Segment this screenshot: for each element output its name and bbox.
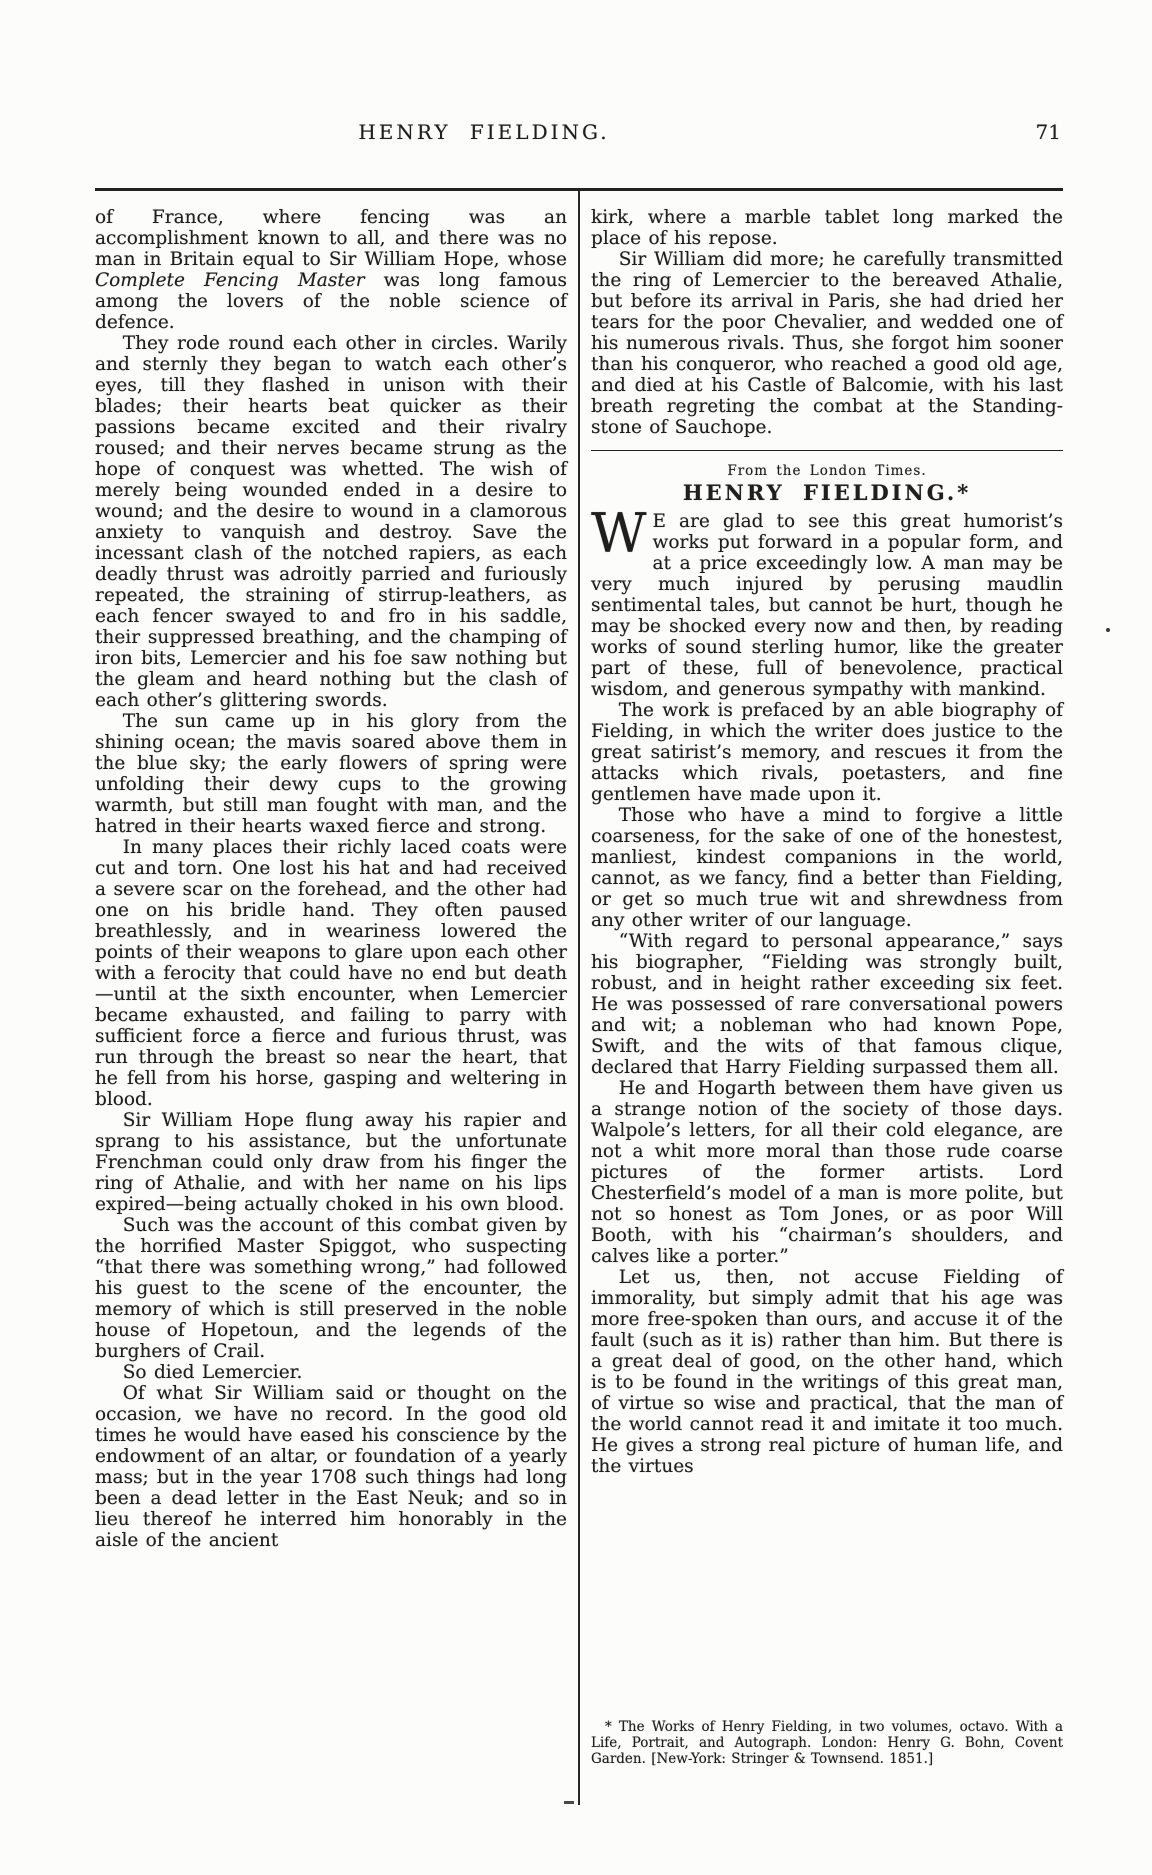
page-content — [95, 120, 1063, 1805]
body-paragraph: In many places their richly laced coats were cut and torn. One lost his hat and had received a severe scar on the forehead, and the other had one on his bridle hand. They often paused breathlessly, and in weariness lowered the points of their weapons to glare upon each other with a ferocity that could have no end but death—until at the sixth encounter, when Lemercier became exhausted, and failing to parry with sufficient force a fierce and furious thrust, was run through the breast so near the heart, that he fell from his horse, gasping and weltering in blood. — [95, 836, 567, 1110]
page-header — [95, 120, 1063, 146]
body-paragraph — [95, 207, 567, 333]
body-paragraph: So died Lemercier. — [122, 1361, 303, 1383]
article-title: HENRY FIELDING.* — [682, 480, 972, 506]
scan-artifact-mark — [564, 1801, 574, 1804]
page-number: 71 — [1035, 120, 1061, 144]
body-paragraph: “With regard to personal appearance,” says his biographer, “Fielding was strongly built, robust, and in height rather exceeding six feet. He was possessed of rare conversational powers and wit; a nobleman who had known Pope, Swift, and the wits of that famous clique, declared that Harry Fielding surpassed them all. — [591, 931, 1063, 1079]
body-paragraph: The work is prefaced by an able biography of Fielding, in which the writer does justice to the great satirist’s memory, and rescues it from the attacks which rivals, poetasters, and fine gentlemen have made upon it. — [591, 700, 1063, 806]
opening-text-post: was long famous among the lovers of the noble science of defence. — [95, 269, 567, 333]
body-paragraph: The sun came up in his glory from the shining ocean; the mavis soared above them in the blue sky; the early flowers of spring were unfolding their dewy cups to the growing warmth, but still man fought with man, and the hatred in their hearts waxed fierce and strong. — [95, 710, 567, 837]
body-paragraph: He and Hogarth between them have given us a strange notion of the society of those days. Walpole’s letters, for all their cold elegance, are not a whit more moral than those rude coarse pictures of the former artists. Lord Chesterfield’s model of a man is more polite, but not so honest as Tom Jones, or as poor Will Booth, with his “chairman’s shoulders, and calves like a porter.” — [591, 1078, 1063, 1268]
body-paragraph: Those who have a mind to forgive a little coarseness, for the sake of one of the honestest, manliest, kindest companions in the world, cannot, as we fancy, find a better than Fielding, or get so much true wit and shrewdness from any other writer of our language. — [591, 805, 1063, 932]
drop-cap-letter: W — [591, 502, 647, 566]
opening-text-pre: of France, where fencing was an accomplishment known to all, and there was no man in Britain equal to Sir William Hope, whose — [95, 206, 567, 270]
running-title: HENRY FIELDING. — [358, 120, 610, 144]
text-columns — [95, 207, 1063, 1805]
scan-artifact-dot — [1106, 628, 1110, 632]
body-paragraph: Such was the account of this combat given by the horrified Master Spiggot, who suspecting “that there was something wrong,” had followed his guest to the scene of the encounter, the memory of which is still preserved in the noble house of Hopetoun, and the legends of the burghers of Crail. — [95, 1214, 567, 1362]
book-title-italic: Complete Fencing Master — [95, 269, 365, 291]
article-footnote: * The Works of Henry Fielding, in two volumes, octavo. With a Life, Portrait, and Autograph. London: Henry G. Bohn, Covent Garden. [New-York: Stringer & Townsend. 1851.] — [591, 1718, 1063, 1767]
article-source-line: From the London Times. — [727, 463, 927, 480]
body-paragraph: Of what Sir William said or thought on the occasion, we have no record. In the good old times he would have eased his conscience by the endowment of an altar, or foundation of a yearly mass; but in the year 1708 such things had long been a dead letter in the East Neuk; and so in lieu thereof he interred him honorably in the aisle of the ancient — [95, 1382, 567, 1551]
right-column — [591, 207, 1063, 1805]
column-gutter — [567, 191, 591, 1805]
body-paragraph: Let us, then, not accuse Fielding of immorality, but simply admit that his age was more free-spoken than ours, and accuse it of the fault (such as it is) rather than him. But there is a great deal of good, on the other hand, which is to be found in the writings of this great man, of virtue so wise and practical, that the man of the world cannot read it and imitate it too much. He gives a strong real picture of human life, and the virtues — [591, 1267, 1063, 1478]
body-paragraph: They rode round each other in circles. Warily and sternly they began to watch each other’s eyes, till they flashed in unison with their blades; their hearts beat quicker as their passions became excited and their rivalry roused; and their nerves became strung as the hope of conquest was whetted. The wish of merely being wounded ended in a desire to wound; and the desire to wound in a clamorous anxiety to vanquish and destroy. Save the incessant clash of the notched rapiers, as each deadly thrust was adroitly parried and furiously repeated, the straining of stirrup-leathers, as each fencer swayed to and fro in his saddle, their suppressed breathing, and the champing of iron bits, Lemercier and his foe saw nothing but the gleam and heard nothing but the clash of each other’s glittering swords. — [95, 332, 567, 711]
article-lead-text: E are glad to see this great humorist’s works put forward in a popular form, and at a price exceedingly low. A man may be very much injured by perusing maudlin sentimental tales, but cannot be hurt, though he may be shocked every now and then, by reading works of sound sterling humor, like the greater part of these, full of benevolence, practical wisdom, and generous sympathy with mankind. — [591, 511, 1063, 701]
section-rule — [591, 450, 1063, 452]
body-paragraph: kirk, where a marble tablet long marked the place of his repose. — [591, 206, 1063, 249]
article-lead-paragraph — [591, 502, 1063, 701]
column-divider-rule — [578, 191, 580, 1805]
left-column — [95, 207, 567, 1805]
body-paragraph: Sir William did more; he carefully transmitted the ring of Lemercier to the bereaved Athalie, but before its arrival in Paris, she had dried her tears for the poor Chevalier, and wedded one of his numerous rivals. Thus, she forgot him sooner than his conqueror, who reached a good old age, and died at his Castle of Balcomie, with his last breath regreting the combat at the Standing-stone of Sauchope. — [591, 248, 1063, 438]
body-paragraph: Sir William Hope flung away his rapier and sprang to his assistance, but the unfortunate Frenchman could only draw from his finger the ring of Athalie, and with her name on his lips expired—being actually choked in his own blood. — [95, 1109, 567, 1215]
